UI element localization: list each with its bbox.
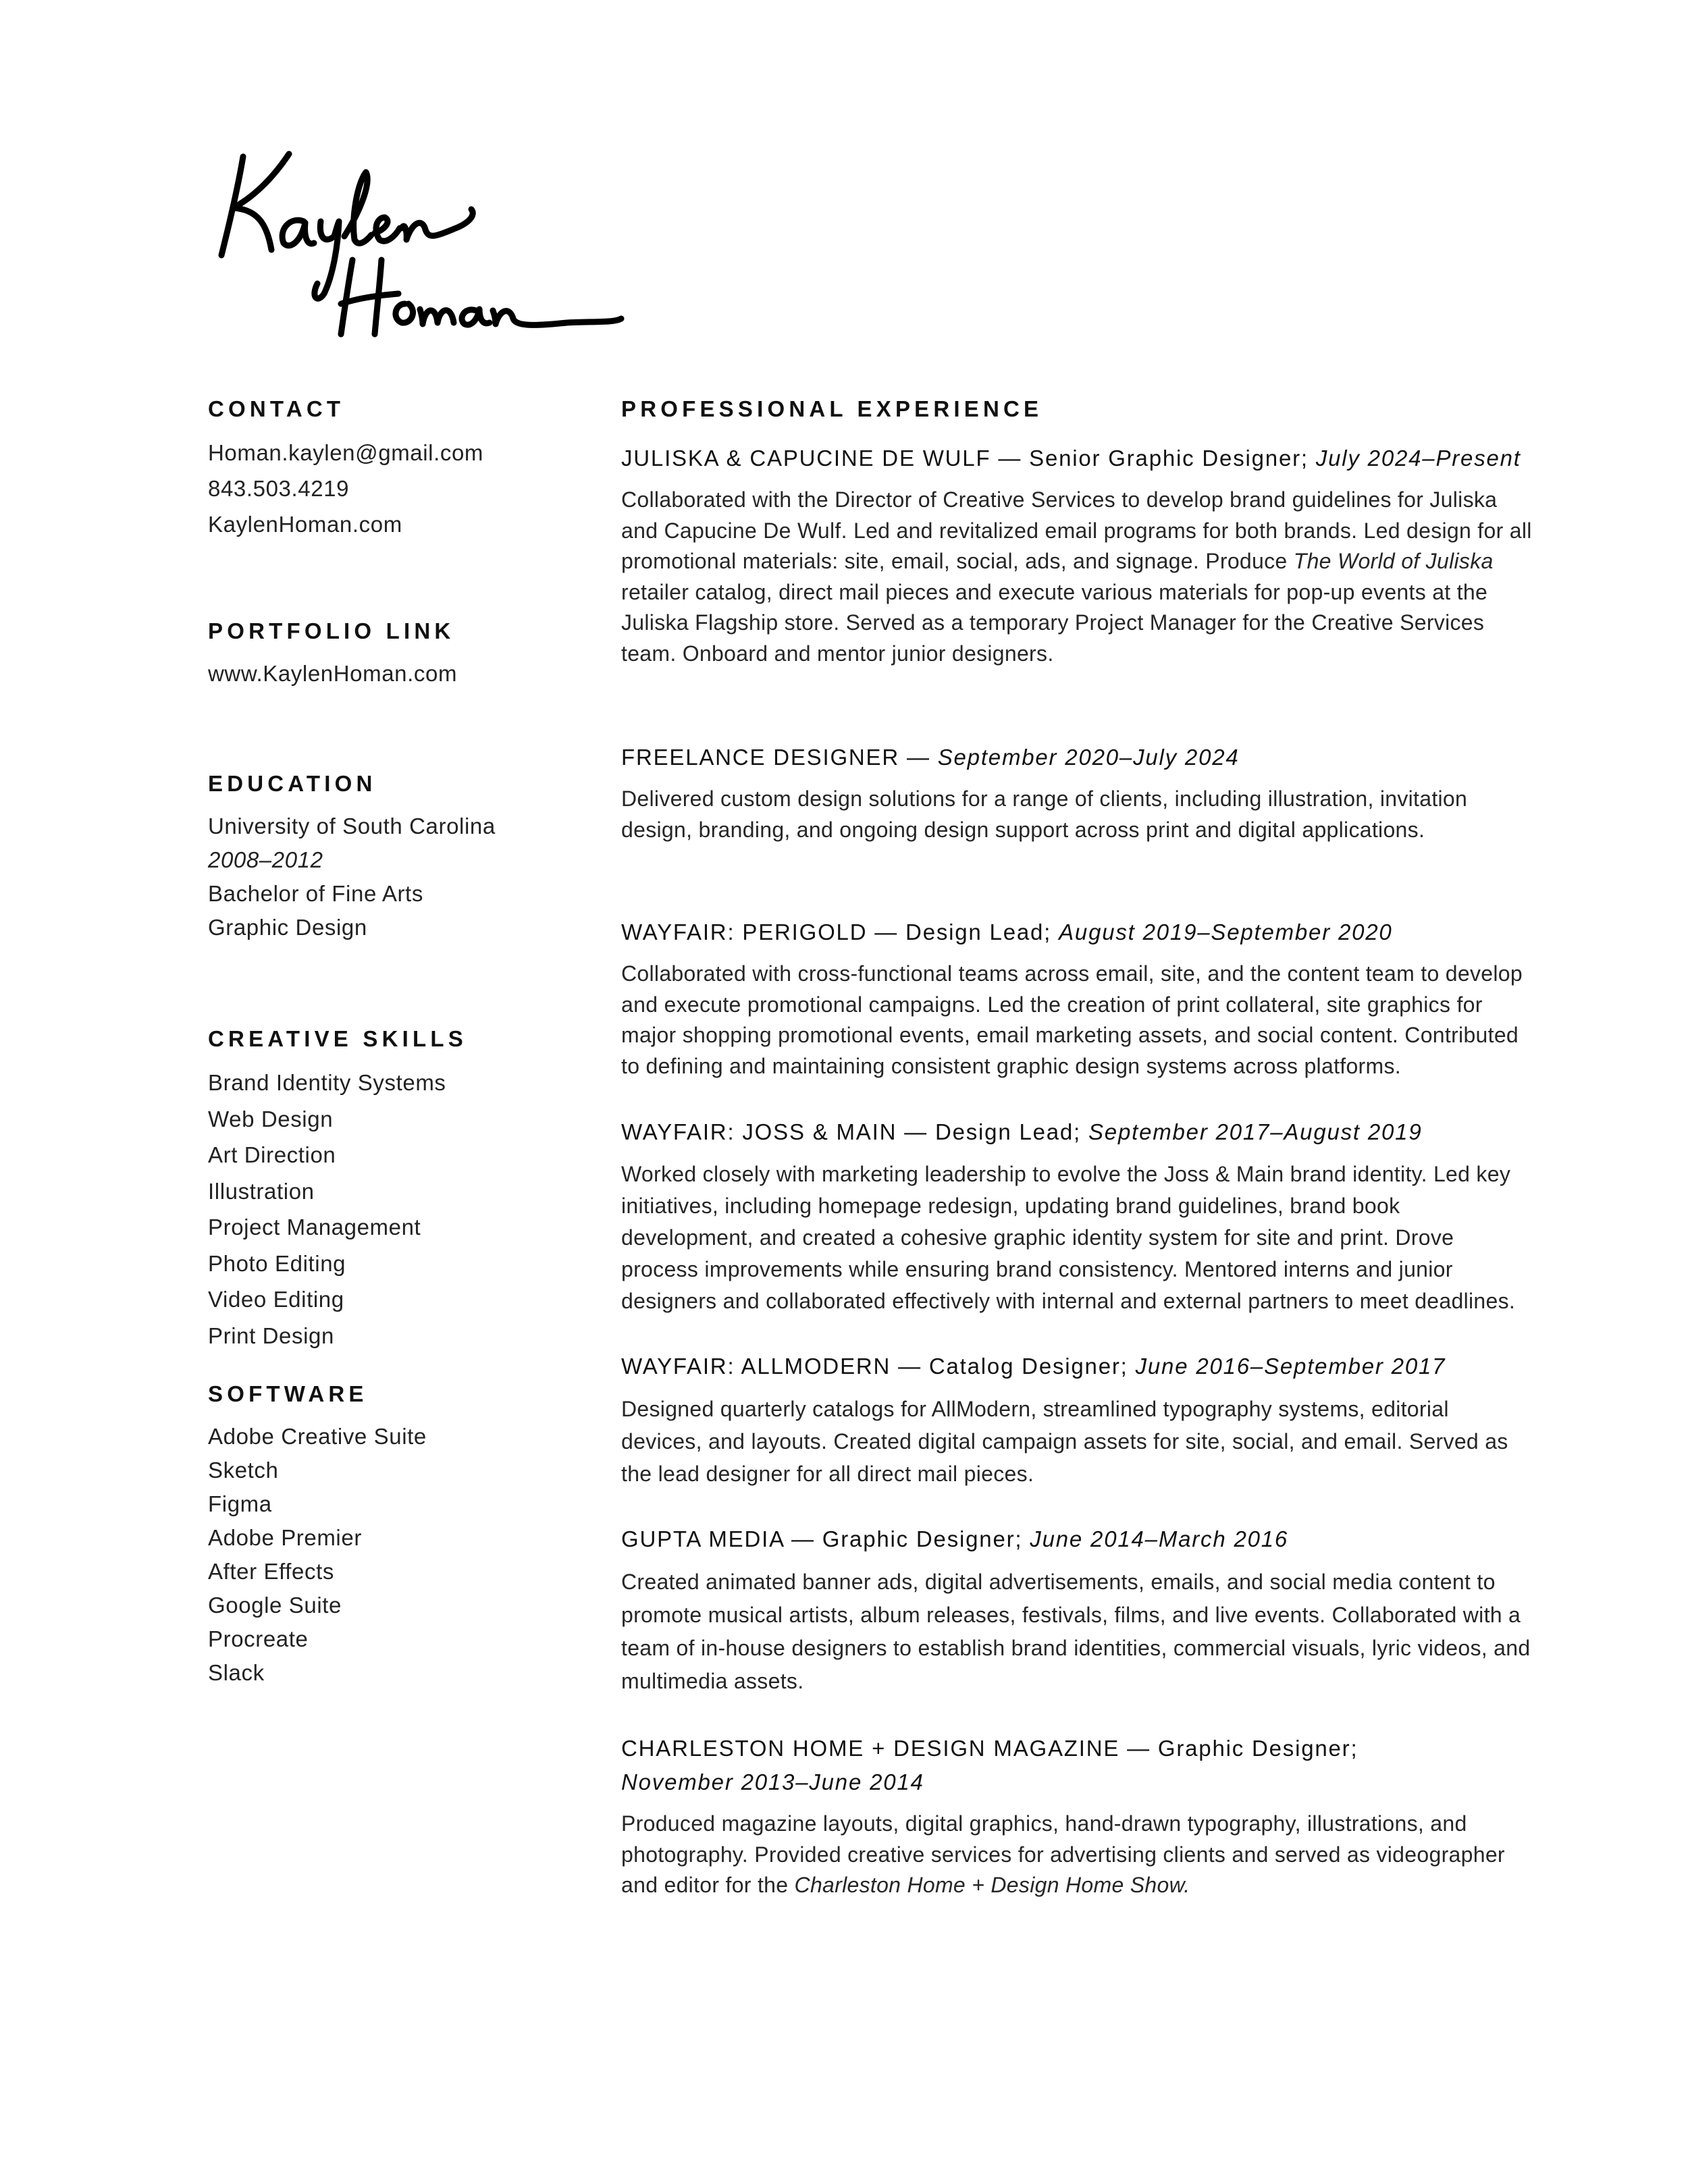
skill-item: Project Management	[208, 1215, 421, 1240]
contact-heading: CONTACT	[208, 396, 345, 421]
job-desc-text: retailer catalog, direct mail pieces and execute various materials for pop-up events at the Juliska Flagship store. Served as a temporary Project Manager for the Creative Services team. Onboard and mentor junior designers.	[621, 579, 1488, 666]
contact-section	[208, 396, 586, 542]
software-item: Figma	[208, 1491, 272, 1516]
job-title	[621, 915, 1533, 949]
portfolio-link[interactable]: www.KaylenHoman.com	[208, 661, 458, 686]
job-title-text: FREELANCE DESIGNER —	[621, 745, 938, 770]
job-dates: September 2017–August 2019	[1088, 1119, 1423, 1144]
job-entry-gupta-media	[621, 1522, 1533, 1698]
skill-item: Web Design	[208, 1106, 334, 1131]
job-dates: September 2020–July 2024	[937, 745, 1240, 770]
job-description: Designed quarterly catalogs for AllModern, streamlined typography systems, editorial devices, and layouts. Created digital campaign assets for site, social, and email. Served as the lead designer for all direct mail pieces.	[621, 1397, 1508, 1486]
software-item: Procreate	[208, 1626, 309, 1651]
job-title-text: JULISKA & CAPUCINE DE WULF — Senior Graphic Designer;	[621, 446, 1316, 471]
education-major: Graphic Design	[208, 915, 367, 940]
job-description	[621, 1809, 1533, 1901]
contact-email[interactable]: Homan.kaylen@gmail.com	[208, 440, 484, 465]
job-title-text: WAYFAIR: PERIGOLD — Design Lead;	[621, 920, 1059, 944]
signature-logo	[203, 142, 635, 344]
job-title-text: WAYFAIR: JOSS & MAIN — Design Lead;	[621, 1119, 1088, 1144]
job-description: Delivered custom design solutions for a range of clients, including illustration, invitation design, branding, and ongoing design support across print and digital applications.	[621, 787, 1468, 842]
portfolio-section	[208, 618, 586, 691]
software-item: Google Suite	[208, 1593, 342, 1618]
job-title-text: CHARLESTON HOME + DESIGN MAGAZINE — Graphic Designer;	[621, 1736, 1359, 1761]
job-entry-joss-main	[621, 1115, 1533, 1317]
job-description: Worked closely with marketing leadership to evolve the Joss & Main brand identity. Led key initiatives, including homepage redesign, updating brand guidelines, brand book development, and created a cohesive graphic identity system for site and print. Drove process improvements while ensuring brand consistency. Mentored interns and junior designers and collaborated effectively with internal and external partners to meet deadlines.	[621, 1162, 1516, 1313]
job-entry-perigold	[621, 915, 1533, 1082]
contact-phone[interactable]: 843.503.4219	[208, 476, 350, 501]
job-dates: November 2013–June 2014	[621, 1769, 924, 1794]
job-title	[621, 1115, 1533, 1149]
right-column	[621, 396, 1533, 1973]
software-item: Adobe Creative Suite	[208, 1424, 427, 1449]
skill-item: Brand Identity Systems	[208, 1070, 446, 1095]
contact-website[interactable]: KaylenHoman.com	[208, 512, 402, 537]
software-heading: SOFTWARE	[208, 1381, 368, 1406]
job-title-text: WAYFAIR: ALLMODERN — Catalog Designer;	[621, 1354, 1136, 1379]
skills-section	[208, 1026, 586, 1354]
education-school: University of South Carolina	[208, 814, 496, 838]
job-desc-text: Produced magazine layouts, digital graphics, hand-drawn typography, illustrations, and photography. Provided creative services for advertising clients and served as videographer and editor for the	[621, 1811, 1505, 1897]
education-section	[208, 770, 586, 944]
education-years: 2008–2012	[208, 847, 323, 872]
skill-item: Illustration	[208, 1178, 315, 1204]
experience-heading: PROFESSIONAL EXPERIENCE	[621, 396, 1043, 421]
skill-item: Video Editing	[208, 1287, 344, 1312]
education-degree: Bachelor of Fine Arts	[208, 881, 423, 906]
left-column	[208, 396, 586, 1764]
job-entry-freelance	[621, 741, 1533, 845]
software-item: Slack	[208, 1660, 265, 1685]
job-desc-italic: Charleston Home + Design Home Show.	[794, 1873, 1190, 1897]
job-dates: June 2014–March 2016	[1030, 1526, 1289, 1551]
job-title	[621, 442, 1533, 475]
skill-item: Photo Editing	[208, 1250, 346, 1276]
job-entry-allmodern	[621, 1350, 1533, 1490]
job-dates: June 2016–September 2017	[1135, 1354, 1446, 1379]
job-desc-text: Collaborated with the Director of Creative Services to develop brand guidelines for Juliska and Capucine De Wulf. Led and revitalized email programs for both brands. Led design for all promotional materials: site, email, social, ads, and signage. Produce	[621, 487, 1532, 573]
software-item: Adobe Premier	[208, 1525, 362, 1550]
job-title	[621, 741, 1533, 774]
job-dates: July 2024–Present	[1315, 446, 1521, 471]
software-section	[208, 1381, 586, 1690]
education-heading: EDUCATION	[208, 771, 377, 796]
signature-svg	[203, 142, 635, 344]
portfolio-heading: PORTFOLIO LINK	[208, 618, 455, 643]
skill-item: Print Design	[208, 1323, 334, 1348]
job-dates: August 2019–September 2020	[1059, 920, 1393, 944]
skill-item: Art Direction	[208, 1142, 336, 1167]
job-title-text: GUPTA MEDIA — Graphic Designer;	[621, 1526, 1030, 1551]
skills-heading: CREATIVE SKILLS	[208, 1026, 467, 1051]
job-entry-charleston	[621, 1732, 1533, 1901]
job-entry-juliska	[621, 442, 1533, 669]
software-item: After Effects	[208, 1559, 334, 1584]
job-description: Collaborated with cross-functional teams across email, site, and the content team to develop and execute promotional campaigns. Led the creation of print collateral, site graphics for major shopping promotional events, email marketing assets, and social content. Contributed to defining and maintaining consistent graphic design systems across platforms.	[621, 961, 1523, 1078]
job-description	[621, 485, 1533, 669]
job-title	[621, 1350, 1533, 1383]
software-item: Sketch	[208, 1458, 279, 1483]
job-description: Created animated banner ads, digital advertisements, emails, and social media content to promote musical artists, album releases, festivals, films, and live events. Collaborated with a team of in-house designers to establish brand identities, commercial visuals, lyric videos, and multimedia assets.	[621, 1570, 1531, 1693]
job-title	[621, 1522, 1533, 1556]
job-desc-italic: The World of Juliska	[1293, 549, 1494, 573]
job-title	[621, 1732, 1533, 1799]
